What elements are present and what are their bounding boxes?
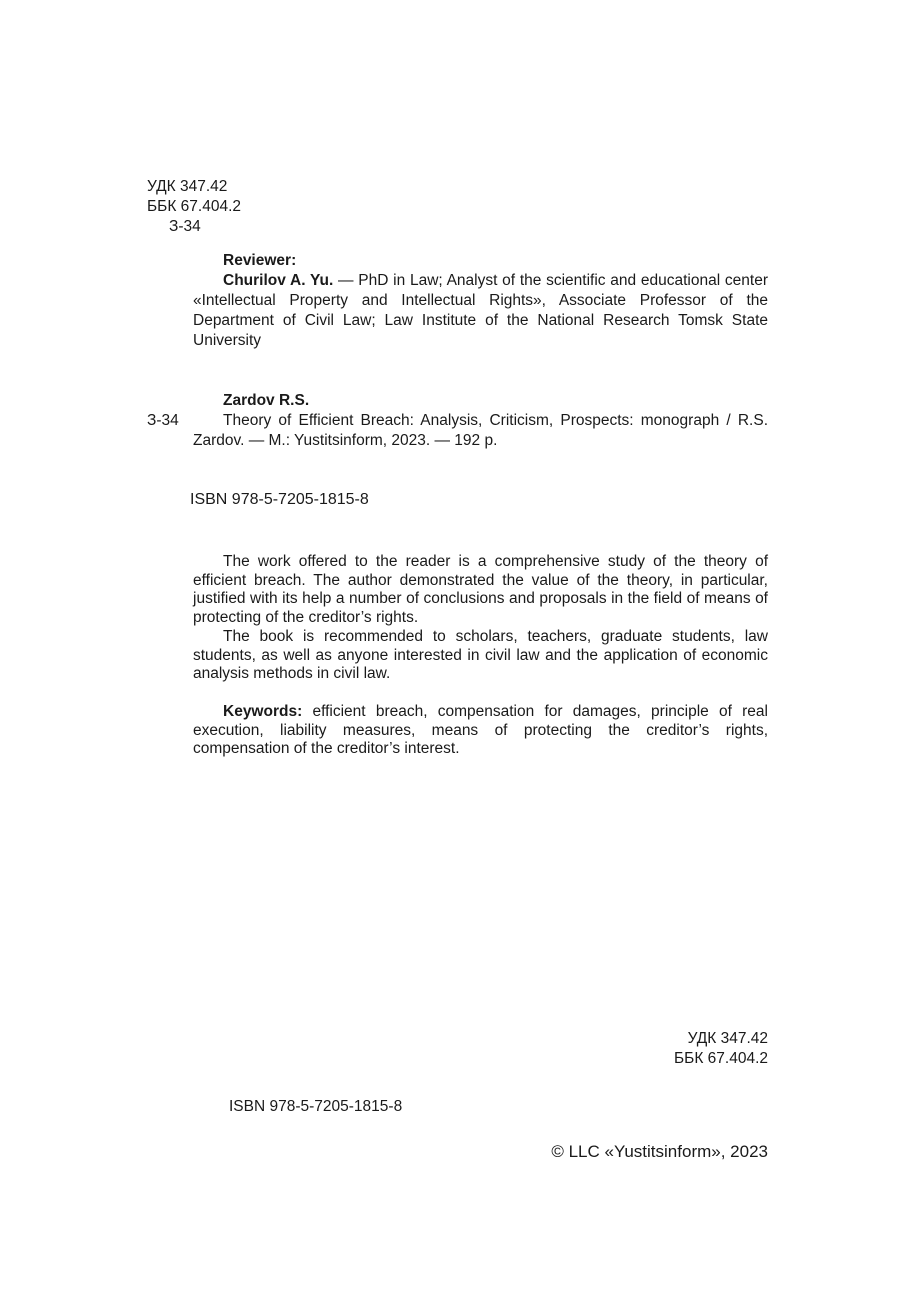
- keywords-text: efficient breach, compensation for damages, principle of real execution, liability measures, means of protecting the creditor’s rights, compensation of the creditor’s interest.: [193, 703, 768, 758]
- footer-isbn: ISBN 978-5-7205-1815-8: [229, 1098, 403, 1115]
- reviewer-name: Churilov A. Yu.: [223, 272, 334, 289]
- isbn-top: ISBN 978-5-7205-1815-8: [190, 491, 369, 508]
- reviewer-block: [193, 271, 768, 351]
- keywords-block: [193, 703, 768, 759]
- abstract-paragraph-2: The book is recommended to scholars, teachers, graduate students, law students, as well as anyone interested in civil law and the application of economic analysis methods in civil law.: [193, 628, 768, 683]
- reviewer-heading: Reviewer:: [223, 252, 297, 269]
- footer-udk: УДК 347.42: [687, 1030, 768, 1047]
- reviewer-description: — PhD in Law; Analyst of the scientific and educational center «Intellectual Property and Intellectual Rights», Associate Professor of the Department of Civil Law; Law Institute of the National Research Tomsk State University: [193, 272, 769, 349]
- footer-bbk: ББК 67.404.2: [673, 1050, 768, 1067]
- book-author: Zardov R.S.: [223, 392, 310, 409]
- udk-code: УДК 347.42: [147, 178, 228, 195]
- copyright-notice: © LLC «Yustitsinform», 2023: [551, 1142, 768, 1161]
- bbk-code: ББК 67.404.2: [147, 198, 242, 215]
- bibliographic-entry: Theory of Efficient Breach: Analysis, Criticism, Prospects: monograph / R.S. Zardov. — M.: Yustitsinform, 2023. — 192 p.: [193, 412, 768, 449]
- author-mark: З-34: [169, 218, 201, 235]
- abstract-paragraph-1: The work offered to the reader is a comprehensive study of the theory of efficient breach. The author demonstrated the value of the theory, in particular, justified with its help a number of conclusions and proposals in the field of means of protecting of the creditor’s rights.: [193, 553, 768, 627]
- keywords-label: Keywords:: [223, 703, 303, 720]
- bibliographic-mark: З-34: [147, 412, 179, 429]
